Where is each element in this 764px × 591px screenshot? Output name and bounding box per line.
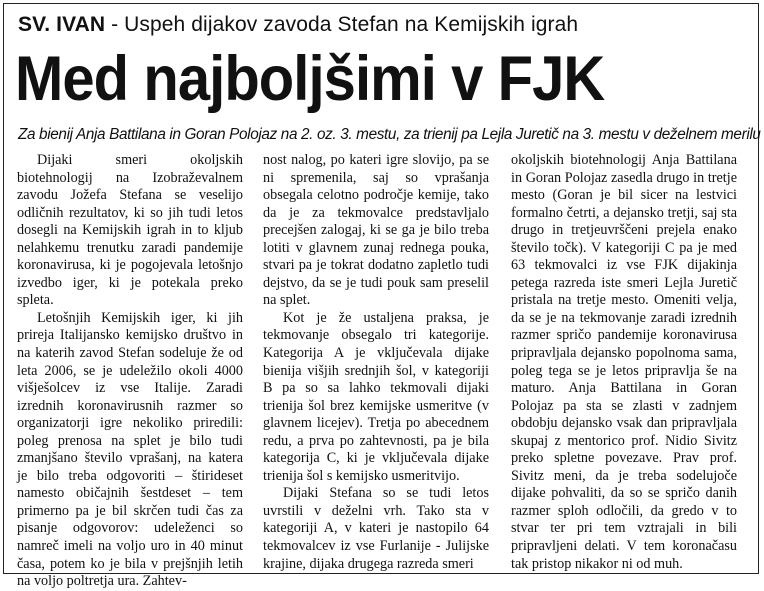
article-headline: Med najboljšimi v FJK — [15, 44, 605, 114]
kicker-text: - Uspeh dijakov zavoda Stefan na Kemijskih igrah — [105, 13, 579, 36]
body-column-1 — [17, 152, 243, 591]
body-column-2 — [263, 152, 489, 573]
paragraph: Dijaki Stefana so se tudi letos uvrstili v deželni vrh. Tako sta v kategoriji A, v kateri je nastopilo 64 tekmovalcev iz vse Furlanije - Julijske krajine, dijaka drugega razreda smeri — [263, 485, 489, 572]
article-deck: Za bienij Anja Battilana in Goran Polojaz na 2. oz. 3. mestu, za trienij pa Lejla Juretič na 3. mestu v deželnem merilu — [18, 126, 761, 143]
body-column-3 — [511, 152, 737, 573]
paragraph: nost nalog, po kateri igre slovijo, pa se ni spremenila, saj so vprašanja obsegala celotno področje kemije, tako da je za tekmovalce predstavljalo precejšen zalogaj, ki se ga je bilo treba lotiti v glavnem zunaj rednega pouka, stvari pa je tokrat dodatno zapletlo tudi dejstvo, da se je tudi pouk sam preselil na splet. — [263, 152, 489, 309]
paragraph: Kot je že ustaljena praksa, je tekmovanje obsegalo tri kategorije. Kategorija A je vključevala dijake bienija višjih srednjih šol, v kategoriji B pa so sa lahko tekmovali dijaki trienija šol brez kemijske usmeritve (v glavnem licejev). Tretja po abecednem redu, a prva po zahtevnosti, pa je bila kategorija C, ki je vključevala dijake trienija šol s kemijsko usmeritvijo. — [263, 309, 489, 484]
kicker-place: SV. IVAN — [18, 13, 106, 36]
paragraph: Dijaki smeri okoljskih biotehnologij na Izobraževalnem zavodu Jožefa Stefana se veselijo odličnih rezultatov, ki so jih tudi letos dosegli na Kemijskih igrah in to kljub nelahkemu trenutku zaradi pandemije koronavirusa, ki je pogojevala letošnjo izvedbo iger, ki je potekala preko spleta. — [17, 152, 243, 309]
article-kicker — [18, 13, 578, 37]
paragraph: Letošnjih Kemijskih iger, ki jih prireja Italijansko kemijsko društvo in na katerih zavod Stefan sodeluje že od leta 2006, se je udeležilo okoli 4000 višješolcev iz vse Italije. Zaradi izrednih koronavirusnih razmer so organizatorji igre nekoliko priredili: poleg prenosa na splet je bilo tudi zmanjšano število vprašanj, na katera je bilo treba odgovoriti – štirideset namesto običajnih šestdeset – tem primerno pa je bil skrčen tudi čas za pisanje odgovorov: udeleženci so namreč imeli na voljo uro in 40 minut časa, potem ko je bila v prejšnjih letih na voljo poltretja ura. Zahtev- — [17, 309, 243, 590]
article-body — [17, 152, 759, 590]
paragraph: okoljskih biotehnologij Anja Battilana in Goran Polojaz zasedla drugo in tretje mesto (Goran je bil sicer na lestvici formalno četrti, a dejansko tretji, saj sta drugo in tretjeuvrščeni prejela enako število točk). V kategoriji C pa je med 63 tekmovalci iz vse FJK dijakinja petega razreda iste smeri Lejla Juretič pristala na tretje mesto. Omeniti velja, da se je na tekmovanje zaradi izrednih razmer spričo pandemije koronavirusa pripravljala dejansko popolnoma sama, poleg tega se je letos pripravlja še na maturo. Anja Battilana in Goran Polojaz pa sta se zlasti v zadnjem obdobju dejansko vsak dan pripravljala skupaj z mentorico prof. Nidio Sivitz preko spletne povezave. Prav prof. Sivitz meni, da je treba sodelujoče dijake pohvaliti, da so se spričo danih razmer sploh odločili, da gredo v to stvar ter pri tem vztrajali in bili pripravljeni delati. V tem koronačasu tak pristop nikakor ni od muh. — [511, 152, 737, 572]
